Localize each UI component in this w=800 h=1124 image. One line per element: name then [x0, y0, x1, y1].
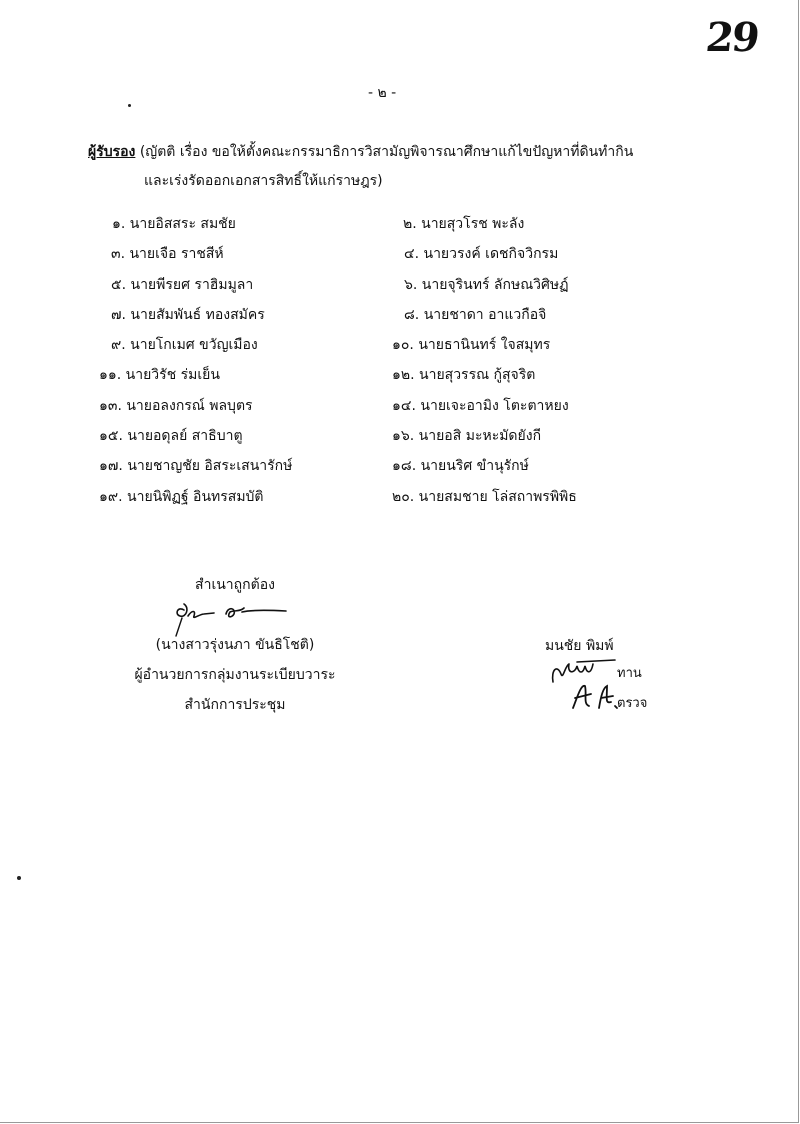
- endorser-name: ๙. นายโกเมศ ขวัญเมือง: [111, 337, 258, 354]
- certification-block: [100, 570, 370, 720]
- endorser-name: ๒๐. นายสมชาย โล่สถาพรพิพิธ: [392, 488, 577, 505]
- list-item: [0, 364, 800, 394]
- certifier-office: สำนักการประชุม: [184, 697, 286, 713]
- list-item: [0, 274, 800, 304]
- endorser-name: ๑๖. นายอสิ มะหะมัดยังกี: [392, 428, 542, 445]
- endorser-name: ๑๙. นายนิพิฏฐ์ อินทรสมบัติ: [99, 488, 264, 505]
- scan-speck: [17, 876, 21, 880]
- endorser-name: ๓. นายเจือ ราชสีห์: [111, 246, 224, 263]
- list-item: [0, 304, 800, 334]
- endorser-name: ๑๗. นายชาญชัย อิสระเสนารักษ์: [99, 458, 293, 475]
- list-item: [0, 213, 800, 243]
- endorser-heading: [88, 142, 633, 162]
- endorser-name: ๔. นายวรงค์ เดชกิจวิกรม: [404, 246, 559, 263]
- certifier-signature: [100, 600, 370, 630]
- folio-number: 29: [703, 14, 761, 61]
- endorser-name: ๑๒. นายสุวรรณ กู้สุจริต: [392, 367, 536, 384]
- heading-text-line2: และเร่งรัดออกเอกสารสิทธิ์ให้แก่ราษฎร): [144, 173, 383, 189]
- endorser-name: ๑๘. นายนริศ ขำนุรักษ์: [392, 458, 529, 475]
- endorser-name: ๑๑. นายวิรัช ร่มเย็น: [99, 367, 220, 384]
- endorser-name: ๕. นายพีรยศ ราฮิมมูลา: [111, 276, 254, 293]
- list-item: [0, 334, 800, 364]
- role-label-check: ตรวจ: [617, 696, 648, 711]
- list-item: [0, 395, 800, 425]
- checker-line: [545, 688, 675, 716]
- endorser-name: ๑๕. นายอดุลย์ สาธิบาตู: [99, 428, 243, 445]
- endorser-name: ๑๓. นายอลงกรณ์ พลบุตร: [99, 397, 253, 414]
- endorser-name: ๑. นายอิสสระ สมชัย: [112, 216, 236, 232]
- list-item: [0, 486, 800, 516]
- certifier-position: ผู้อำนวยการกลุ่มงานระเบียบวาระ: [134, 667, 336, 683]
- endorser-name: ๖. นายจุรินทร์ ลักษณวิศิษฏ์: [404, 276, 569, 293]
- role-label-type: ทาน: [617, 666, 642, 681]
- endorser-name: ๒. นายสุวโรช พะลัง: [403, 216, 525, 232]
- endorser-name: ๑๔. นายเจะอามิง โตะตาหยง: [392, 397, 569, 414]
- heading-label: ผู้รับรอง: [88, 144, 136, 160]
- endorser-name: ๑๐. นายธานินทร์ ใจสมุทร: [392, 337, 551, 354]
- certified-copy-label: สำเนาถูกต้อง: [195, 577, 275, 593]
- endorser-list: [0, 213, 800, 516]
- endorser-name: ๗. นายสัมพันธ์ ทองสมัคร: [111, 306, 265, 323]
- heading-text: (ญัตติ เรื่อง ขอให้ตั้งคณะกรรมาธิการวิสามัญพิจารณาศึกษาแก้ไขปัญหาที่ดินทำกิน: [135, 144, 634, 160]
- certifier-name: (นางสาวรุ่งนภา ขันธิโชติ): [155, 637, 315, 653]
- typist-name: มนชัย พิมพ์: [545, 638, 614, 654]
- typist-block: [545, 632, 675, 716]
- endorser-name: ๘. นายชาดา อาแวกือจิ: [404, 306, 547, 323]
- list-item: [0, 243, 800, 273]
- list-item: [0, 425, 800, 455]
- page-number: - ๒ -: [368, 85, 397, 101]
- scan-speck: [128, 104, 131, 107]
- list-item: [0, 455, 800, 485]
